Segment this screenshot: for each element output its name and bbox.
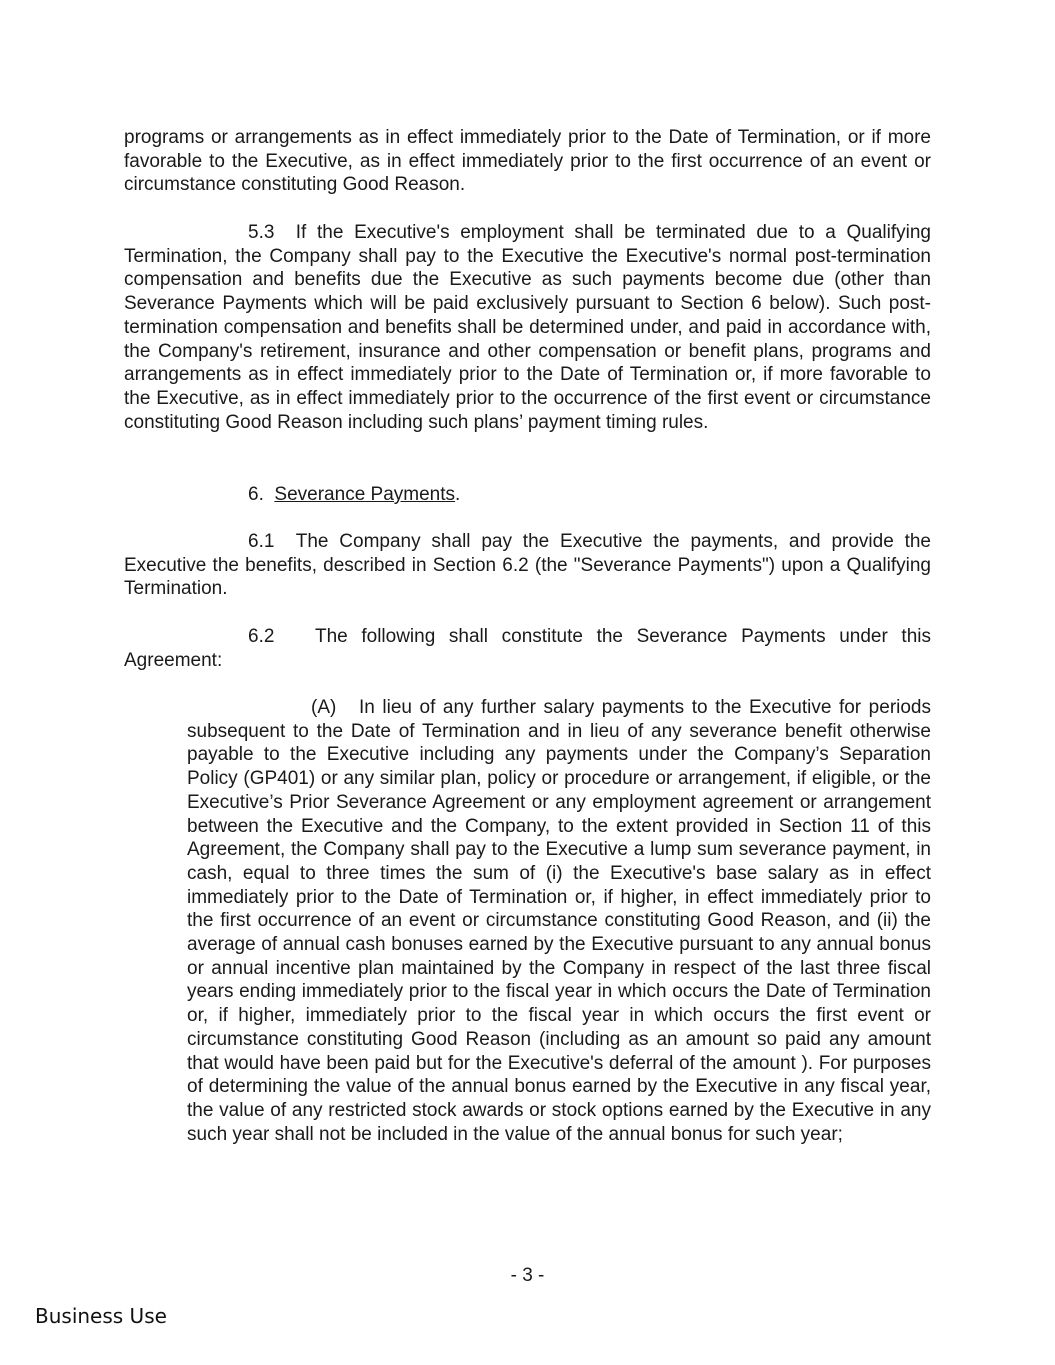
section-6-title-suffix: . bbox=[455, 484, 461, 505]
subsection-a-text: In lieu of any further salary payments to the Executive for periods subsequent to the Date of Termination and in lieu of any severance benefit otherwise payable to the Executive including any payments under the Company’s Separation Policy (GP401) or any similar plan, policy or procedure or arrangement, if eligible, or the Executive’s Prior Severance Agreement or any employment agreement or arrangement between the Executive and the Company, to the extent provided in Section 11 of this Agreement, the Company shall pay to the Executive a lump sum severance payment, in cash, equal to three times the sum of (i) the Executive's base salary as in effect immediately prior to the Date of Termination or, if higher, in effect immediately prior to the first occurrence of an event or circumstance constituting Good Reason, and (ii) the average of annual cash bonuses earned by the Executive pursuant to any annual bonus or annual incentive plan maintained by the Company in respect of the last three fiscal years ending immediately prior to the fiscal year in which occurs the Date of Termination or, if higher, immediately prior to the fiscal year in which occurs the first event or circumstance constituting Good Reason (including as an amount so paid any amount that would have been paid but for the Executive's deferral of the amount ). For purposes of determining the value of the annual bonus earned by the Executive in any fiscal year, the value of any restricted stock awards or stock options earned by the Executive in any such year shall not be included in the value of the annual bonus for such year; bbox=[187, 697, 932, 1145]
section-6-1-paragraph bbox=[124, 530, 931, 601]
section-6-2-number: 6.2 bbox=[248, 626, 275, 647]
classification-label: Business Use bbox=[35, 1304, 167, 1328]
section-5-3-number: 5.3 bbox=[248, 222, 275, 243]
paragraph-continuation-text: programs or arrangements as in effect immediately prior to the Date of Termination, or if more favorable to the Executive, as in effect immediately prior to the first occurrence of an event or circumstance constituting Good Reason. bbox=[124, 127, 931, 196]
section-5-3-paragraph bbox=[124, 221, 931, 434]
subsection-a-label: (A) bbox=[311, 697, 337, 718]
section-6-title: Severance Payments bbox=[274, 484, 456, 505]
section-6-heading bbox=[248, 483, 460, 507]
page-number: - 3 - bbox=[510, 1265, 545, 1286]
section-6-1-number: 6.1 bbox=[248, 531, 275, 552]
section-6-1-text: The Company shall pay the Executive the payments, and provide the Executive the benefits, described in Section 6.2 (the "Severance Payments") upon a Qualifying Termination. bbox=[124, 531, 931, 600]
section-5-3-text: If the Executive's employment shall be terminated due to a Qualifying Termination, the Company shall pay to the Executive the Executive's normal post-termination compensation and benefits due the Executive as such payments become due (other than Severance Payments which will be paid exclusively pursuant to Section 6 below). Such post-termination compensation and benefits shall be determined under, and paid in accordance with, the Company's retirement, insurance and other compensation or benefit plans, programs and arrangements as in effect immediately prior to the Date of Termination or, if more favorable to the Executive, as in effect immediately prior to the occurrence of the first event or circumstance constituting Good Reason including such plans’ payment timing rules. bbox=[124, 222, 931, 433]
subsection-a-paragraph bbox=[187, 696, 931, 1146]
section-6-number: 6. bbox=[248, 484, 264, 505]
paragraph-continuation bbox=[124, 126, 931, 197]
section-6-2-paragraph bbox=[124, 625, 931, 672]
section-6-2-text: The following shall constitute the Severance Payments under this Agreement: bbox=[124, 626, 931, 671]
